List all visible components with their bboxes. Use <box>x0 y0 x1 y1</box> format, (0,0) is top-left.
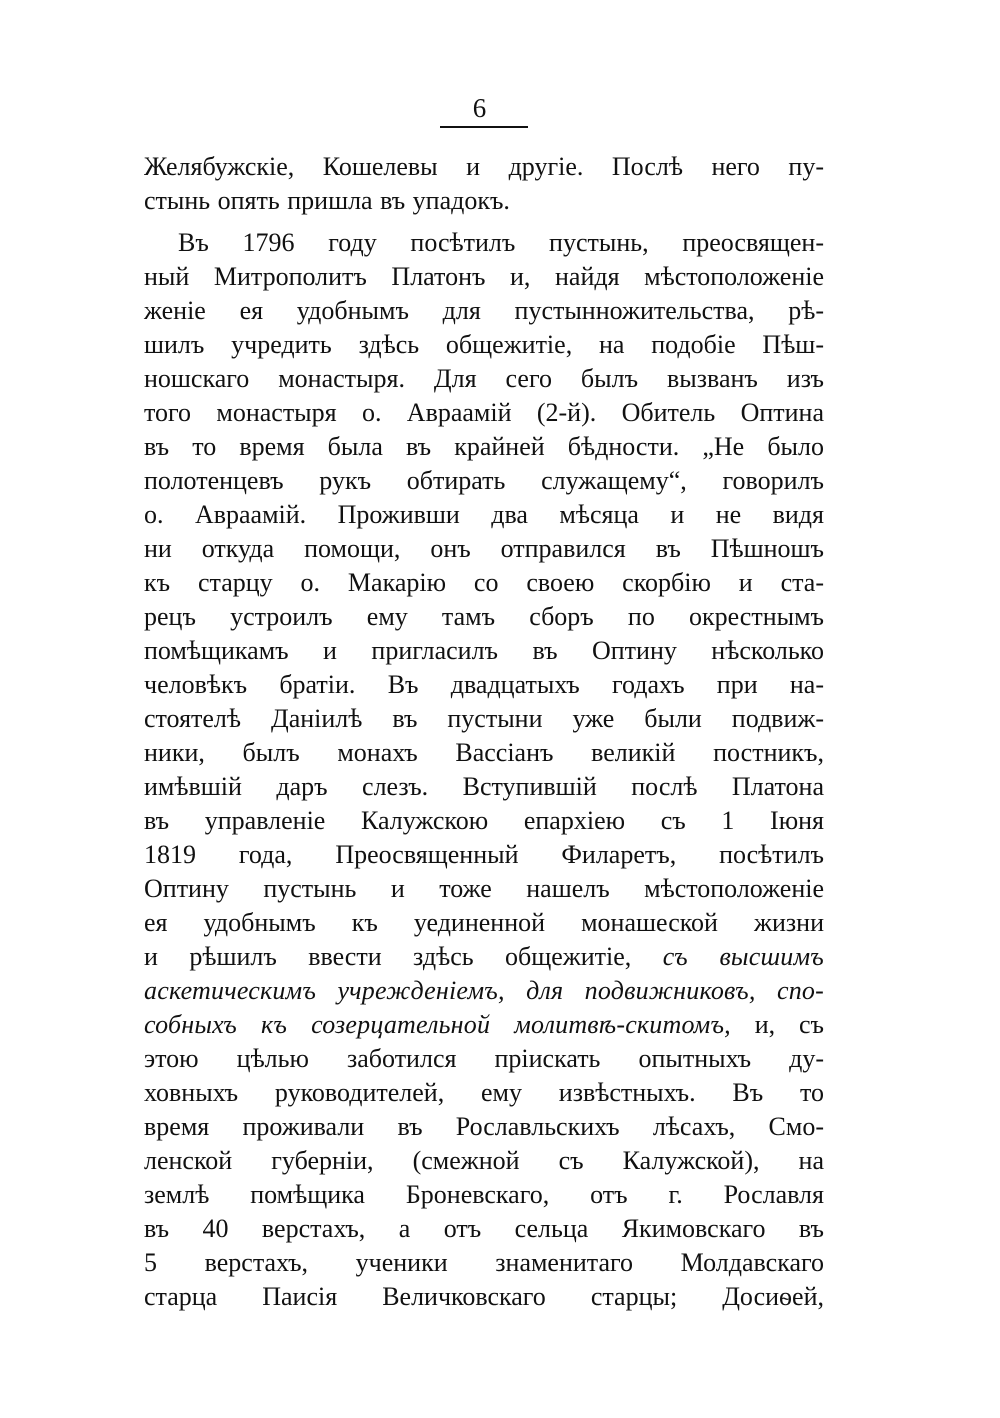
text-line: о. Авраамій. Проживши два мѣсяца и не видя <box>144 500 824 529</box>
text-line: помѣщикамъ и пригласилъ въ Оптину нѣсколько <box>144 636 824 665</box>
body-text <box>144 150 824 1314</box>
text-line: стоятелѣ Даніилѣ въ пустыни уже были подвиж- <box>144 704 824 733</box>
page-number: 6 <box>472 93 488 123</box>
text-line: въ 40 верстахъ, а отъ сельца Якимовскаго въ <box>144 1214 824 1243</box>
text-run-regular: и, съ <box>754 1010 824 1039</box>
text-line: 5 верстахъ, ученики знаменитаго Молдавскаго <box>144 1248 824 1277</box>
text-line: имѣвшій даръ слезъ. Вступившій послѣ Платона <box>144 772 824 801</box>
text-line: женіе ея удобнымъ для пустынножительства, рѣ- <box>144 296 824 325</box>
text-line: ея удобнымъ къ уединенной монашеской жизни <box>144 908 824 937</box>
text-line: Оптину пустынь и тоже нашелъ мѣстоположеніе <box>144 874 824 903</box>
text-line: рецъ устроилъ ему тамъ сборъ по окрестнымъ <box>144 602 824 631</box>
paragraph-gap <box>144 218 824 226</box>
text-run-regular: и рѣшилъ ввести здѣсь общежитіе, <box>144 942 632 971</box>
text-line-mixed <box>144 940 824 974</box>
text-line: въ то время была въ крайней бѣдности. „Не было <box>144 432 824 461</box>
text-line: стынь опять пришла въ упадокъ. <box>144 186 510 215</box>
text-line: Въ 1796 году посѣтилъ пустынь, преосвящен- <box>178 228 824 257</box>
text-run-italic: съ высшимъ <box>662 942 824 971</box>
text-line: ношскаго монастыря. Для сего былъ вызванъ изъ <box>144 364 824 393</box>
text-line: время проживали въ Рославльскихъ лѣсахъ, Смо- <box>144 1112 824 1141</box>
text-line: старца Паисія Величковскаго старцы; Досиѳей, <box>144 1282 824 1311</box>
text-line: этою цѣлью заботился пріискать опытныхъ ду- <box>144 1044 824 1073</box>
text-line: человѣкъ братіи. Въ двадцатыхъ годахъ при на- <box>144 670 824 699</box>
text-line: ховныхъ руководителей, ему извѣстныхъ. Въ то <box>144 1078 824 1107</box>
text-run-italic: аскетическимъ учрежденіемъ, для подвижниковъ, спо- <box>144 976 824 1005</box>
text-line: того монастыря о. Авраамій (2-й). Обитель Оптина <box>144 398 824 427</box>
page-number-rule <box>440 126 528 128</box>
text-line: 1819 года, Преосвященный Филаретъ, посѣтилъ <box>144 840 824 869</box>
text-line: ни откуда помощи, онъ отправился въ Пѣшношъ <box>144 534 824 563</box>
text-run-italic: собныхъ къ созерцательной молитвѣ-скитомъ, <box>144 1010 731 1039</box>
text-line: шилъ учредить здѣсь общежитіе, на подобіе Пѣш- <box>144 330 824 359</box>
text-line: въ управленіе Калужскою епархіею съ 1 Іюня <box>144 806 824 835</box>
text-line: полотенцевъ рукъ обтирать служащему“, говорилъ <box>144 466 824 495</box>
text-line: Желябужскіе, Кошелевы и другіе. Послѣ него пу- <box>144 152 824 181</box>
text-line: землѣ помѣщика Броневскаго, отъ г. Рославля <box>144 1180 824 1209</box>
text-line-italic <box>144 974 824 1008</box>
text-line: ленской губерніи, (смежной съ Калужской), на <box>144 1146 824 1175</box>
text-line-mixed <box>144 1008 824 1042</box>
text-line: къ старцу о. Макарію со своею скорбію и ста- <box>144 568 824 597</box>
text-line: ники, былъ монахъ Вассіанъ великій постникъ, <box>144 738 824 767</box>
text-line: ный Митрополитъ Платонъ и, найдя мѣстоположеніе <box>144 262 824 291</box>
